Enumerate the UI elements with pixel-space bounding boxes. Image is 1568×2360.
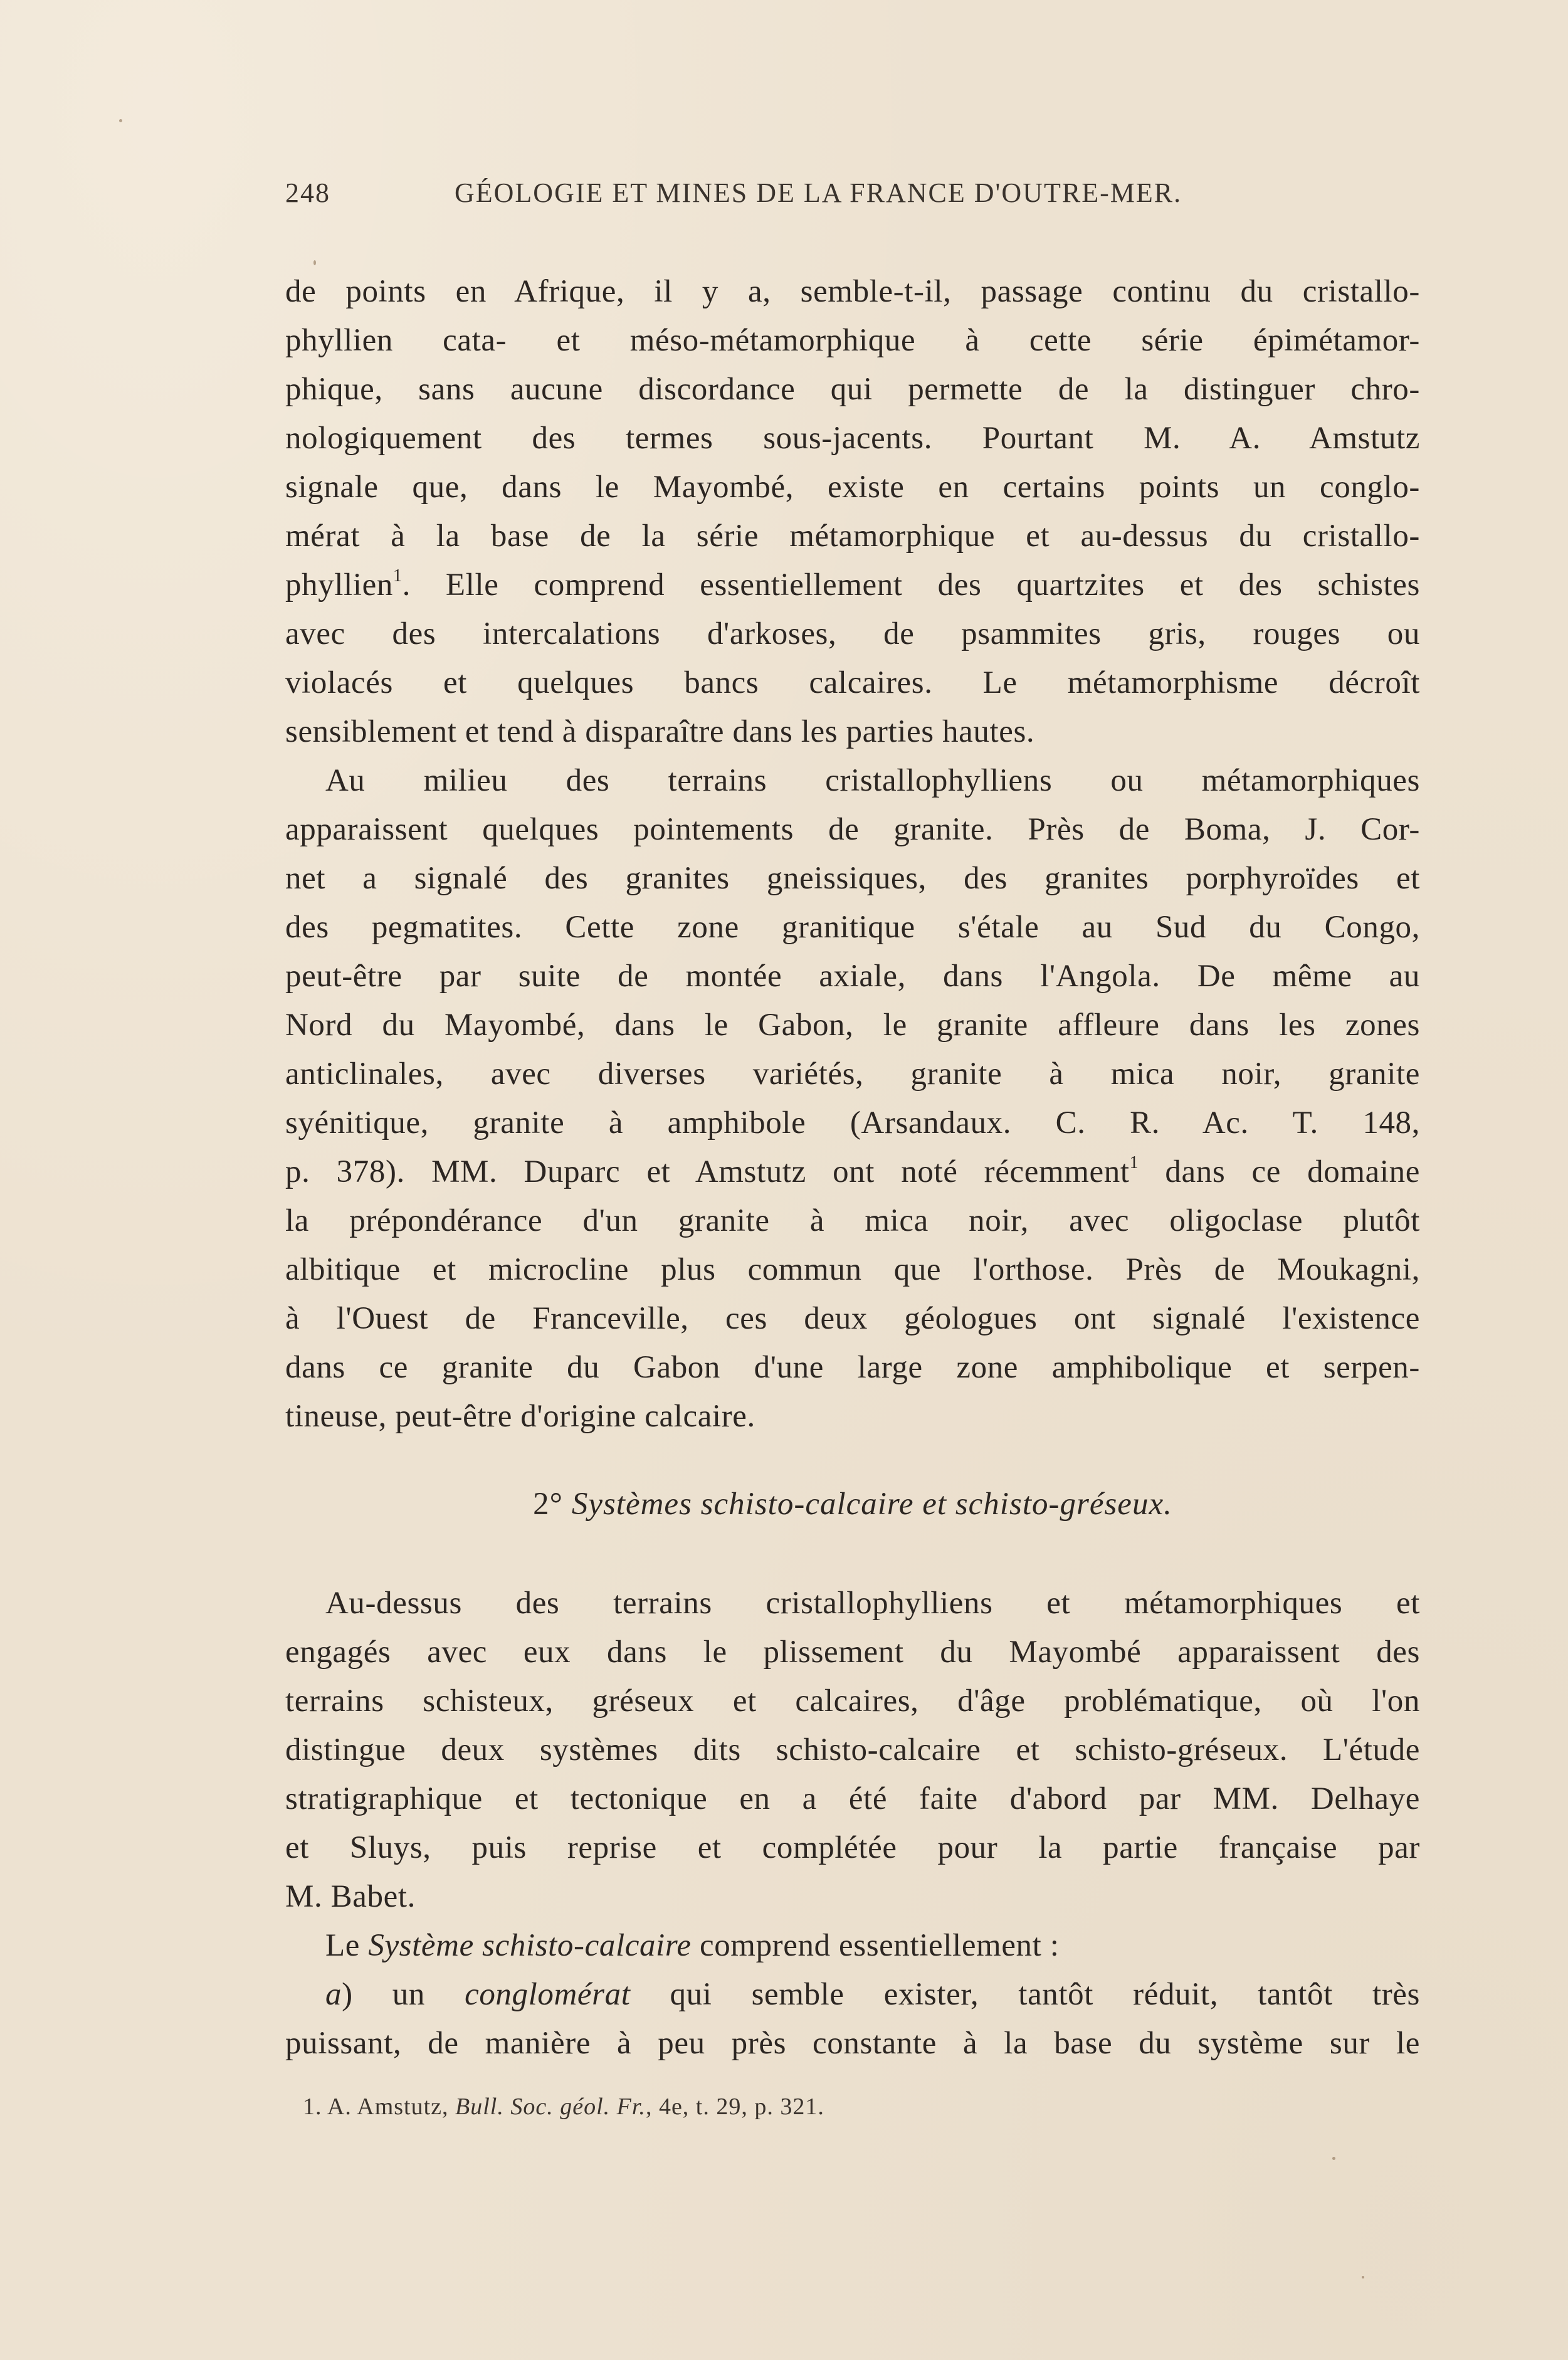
- text-segment: ) un: [342, 1977, 465, 2012]
- running-head: [285, 177, 1270, 214]
- text-segment: comprend essentiellement :: [691, 1928, 1060, 1963]
- page-number: 248: [285, 177, 330, 208]
- footnote-citation: , 4e, t. 29, p. 321.: [645, 2094, 824, 2120]
- text-line: avec des intercalations d'arkoses, de psammites gris, rouges ou: [285, 616, 1420, 651]
- text-line: et Sluys, puis reprise et complétée pour la partie française par: [285, 1830, 1420, 1865]
- paper-speck: [1332, 2157, 1335, 2160]
- text-line: puissant, de manière à peu près constante à la base du système sur le: [285, 2026, 1420, 2061]
- footnote-author: 1. A. Amstutz,: [303, 2094, 456, 2120]
- text-line: violacés et quelques bancs calcaires. Le métamorphisme décroît: [285, 665, 1420, 700]
- text-line: terrains schisteux, gréseux et calcaires, d'âge problématique, où l'on: [285, 1683, 1420, 1719]
- paragraph-4: [325, 1924, 1420, 1968]
- text-line: mérat à la base de la série métamorphique et au-dessus du cristallo-: [285, 519, 1420, 554]
- footnote: [303, 2091, 824, 2122]
- text-line: nologiquement des termes sous-jacents. Pourtant M. A. Amstutz: [285, 421, 1420, 456]
- text-line: distingue deux systèmes dits schisto-calcaire et schisto-gréseux. L'étude: [285, 1732, 1420, 1767]
- running-head-title: GÉOLOGIE ET MINES DE LA FRANCE D'OUTRE-MER.: [455, 177, 1182, 208]
- text-line: anticlinales, avec diverses variétés, granite à mica noir, granite: [285, 1056, 1420, 1092]
- text-line: sensiblement et tend à disparaître dans les parties hautes.: [285, 714, 1035, 749]
- section-heading: [285, 1482, 1420, 1526]
- text-line: Au milieu des terrains cristallophylliens ou métamorphiques: [325, 763, 1420, 798]
- footnote-ref[interactable]: 1: [392, 566, 403, 586]
- footnote-ref[interactable]: 1: [1129, 1153, 1139, 1172]
- text-line: [285, 563, 1420, 607]
- text-line: dans ce granite du Gabon d'une large zone amphibolique et serpen-: [285, 1350, 1420, 1385]
- paper-speck: [1362, 2276, 1364, 2278]
- paper-speck: [313, 260, 316, 265]
- text-segment: phyllien: [285, 567, 393, 603]
- text-line: albitique et microcline plus commun que l'orthose. Près de Moukagni,: [285, 1252, 1420, 1287]
- text-line: engagés avec eux dans le plissement du Mayombé apparaissent des: [285, 1635, 1420, 1670]
- text-line: syénitique, granite à amphibole (Arsandaux. C. R. Ac. T. 148,: [285, 1105, 1420, 1140]
- text-segment: . Elle comprend essentiellement des quartzites et des schistes: [402, 567, 1420, 603]
- text-line: Nord du Mayombé, dans le Gabon, le granite affleure dans les zones: [285, 1008, 1420, 1043]
- text-line: de points en Afrique, il y a, semble-t-il, passage continu du cristallo-: [285, 274, 1420, 309]
- text-segment: qui semble exister, tantôt réduit, tantôt très: [630, 1977, 1420, 2012]
- section-title: Systèmes schisto-calcaire et schisto-gréseux.: [571, 1487, 1172, 1522]
- text-line: phique, sans aucune discordance qui permette de la distinguer chro-: [285, 372, 1420, 407]
- text-line: à l'Ouest de Franceville, ces deux géologues ont signalé l'existence: [285, 1301, 1420, 1336]
- text-segment: dans ce domaine: [1139, 1154, 1420, 1189]
- text-line: signale que, dans le Mayombé, existe en certains points un conglo-: [285, 470, 1420, 505]
- text-line: net a signalé des granites gneissiques, des granites porphyroïdes et: [285, 861, 1420, 896]
- italic-term: conglomérat: [465, 1977, 631, 2012]
- list-label: a: [325, 1977, 342, 2012]
- text-line: Au-dessus des terrains cristallophylliens et métamorphiques et: [325, 1586, 1420, 1621]
- text-line: peut-être par suite de montée axiale, dans l'Angola. De même au: [285, 959, 1420, 994]
- text-line: [325, 1973, 1420, 2016]
- section-number: 2°: [533, 1487, 564, 1522]
- paper-speck: [119, 119, 122, 122]
- italic-term: Système schisto-calcaire: [368, 1928, 692, 1963]
- text-line: [285, 1150, 1420, 1194]
- text-line: apparaissent quelques pointements de granite. Près de Boma, J. Cor-: [285, 812, 1420, 847]
- footnote-journal: Bull. Soc. géol. Fr.: [455, 2094, 646, 2120]
- text-line: tineuse, peut-être d'origine calcaire.: [285, 1399, 755, 1434]
- text-line: stratigraphique et tectonique en a été faite d'abord par MM. Delhaye: [285, 1781, 1420, 1816]
- text-line: la prépondérance d'un granite à mica noir, avec oligoclase plutôt: [285, 1203, 1420, 1238]
- text-line: des pegmatites. Cette zone granitique s'étale au Sud du Congo,: [285, 910, 1420, 945]
- text-segment: Le: [325, 1928, 369, 1963]
- text-line: M. Babet.: [285, 1879, 416, 1914]
- text-line: phyllien cata- et méso-métamorphique à cette série épimétamor-: [285, 323, 1420, 358]
- text-segment: p. 378). MM. Duparc et Amstutz ont noté récemment: [285, 1154, 1130, 1189]
